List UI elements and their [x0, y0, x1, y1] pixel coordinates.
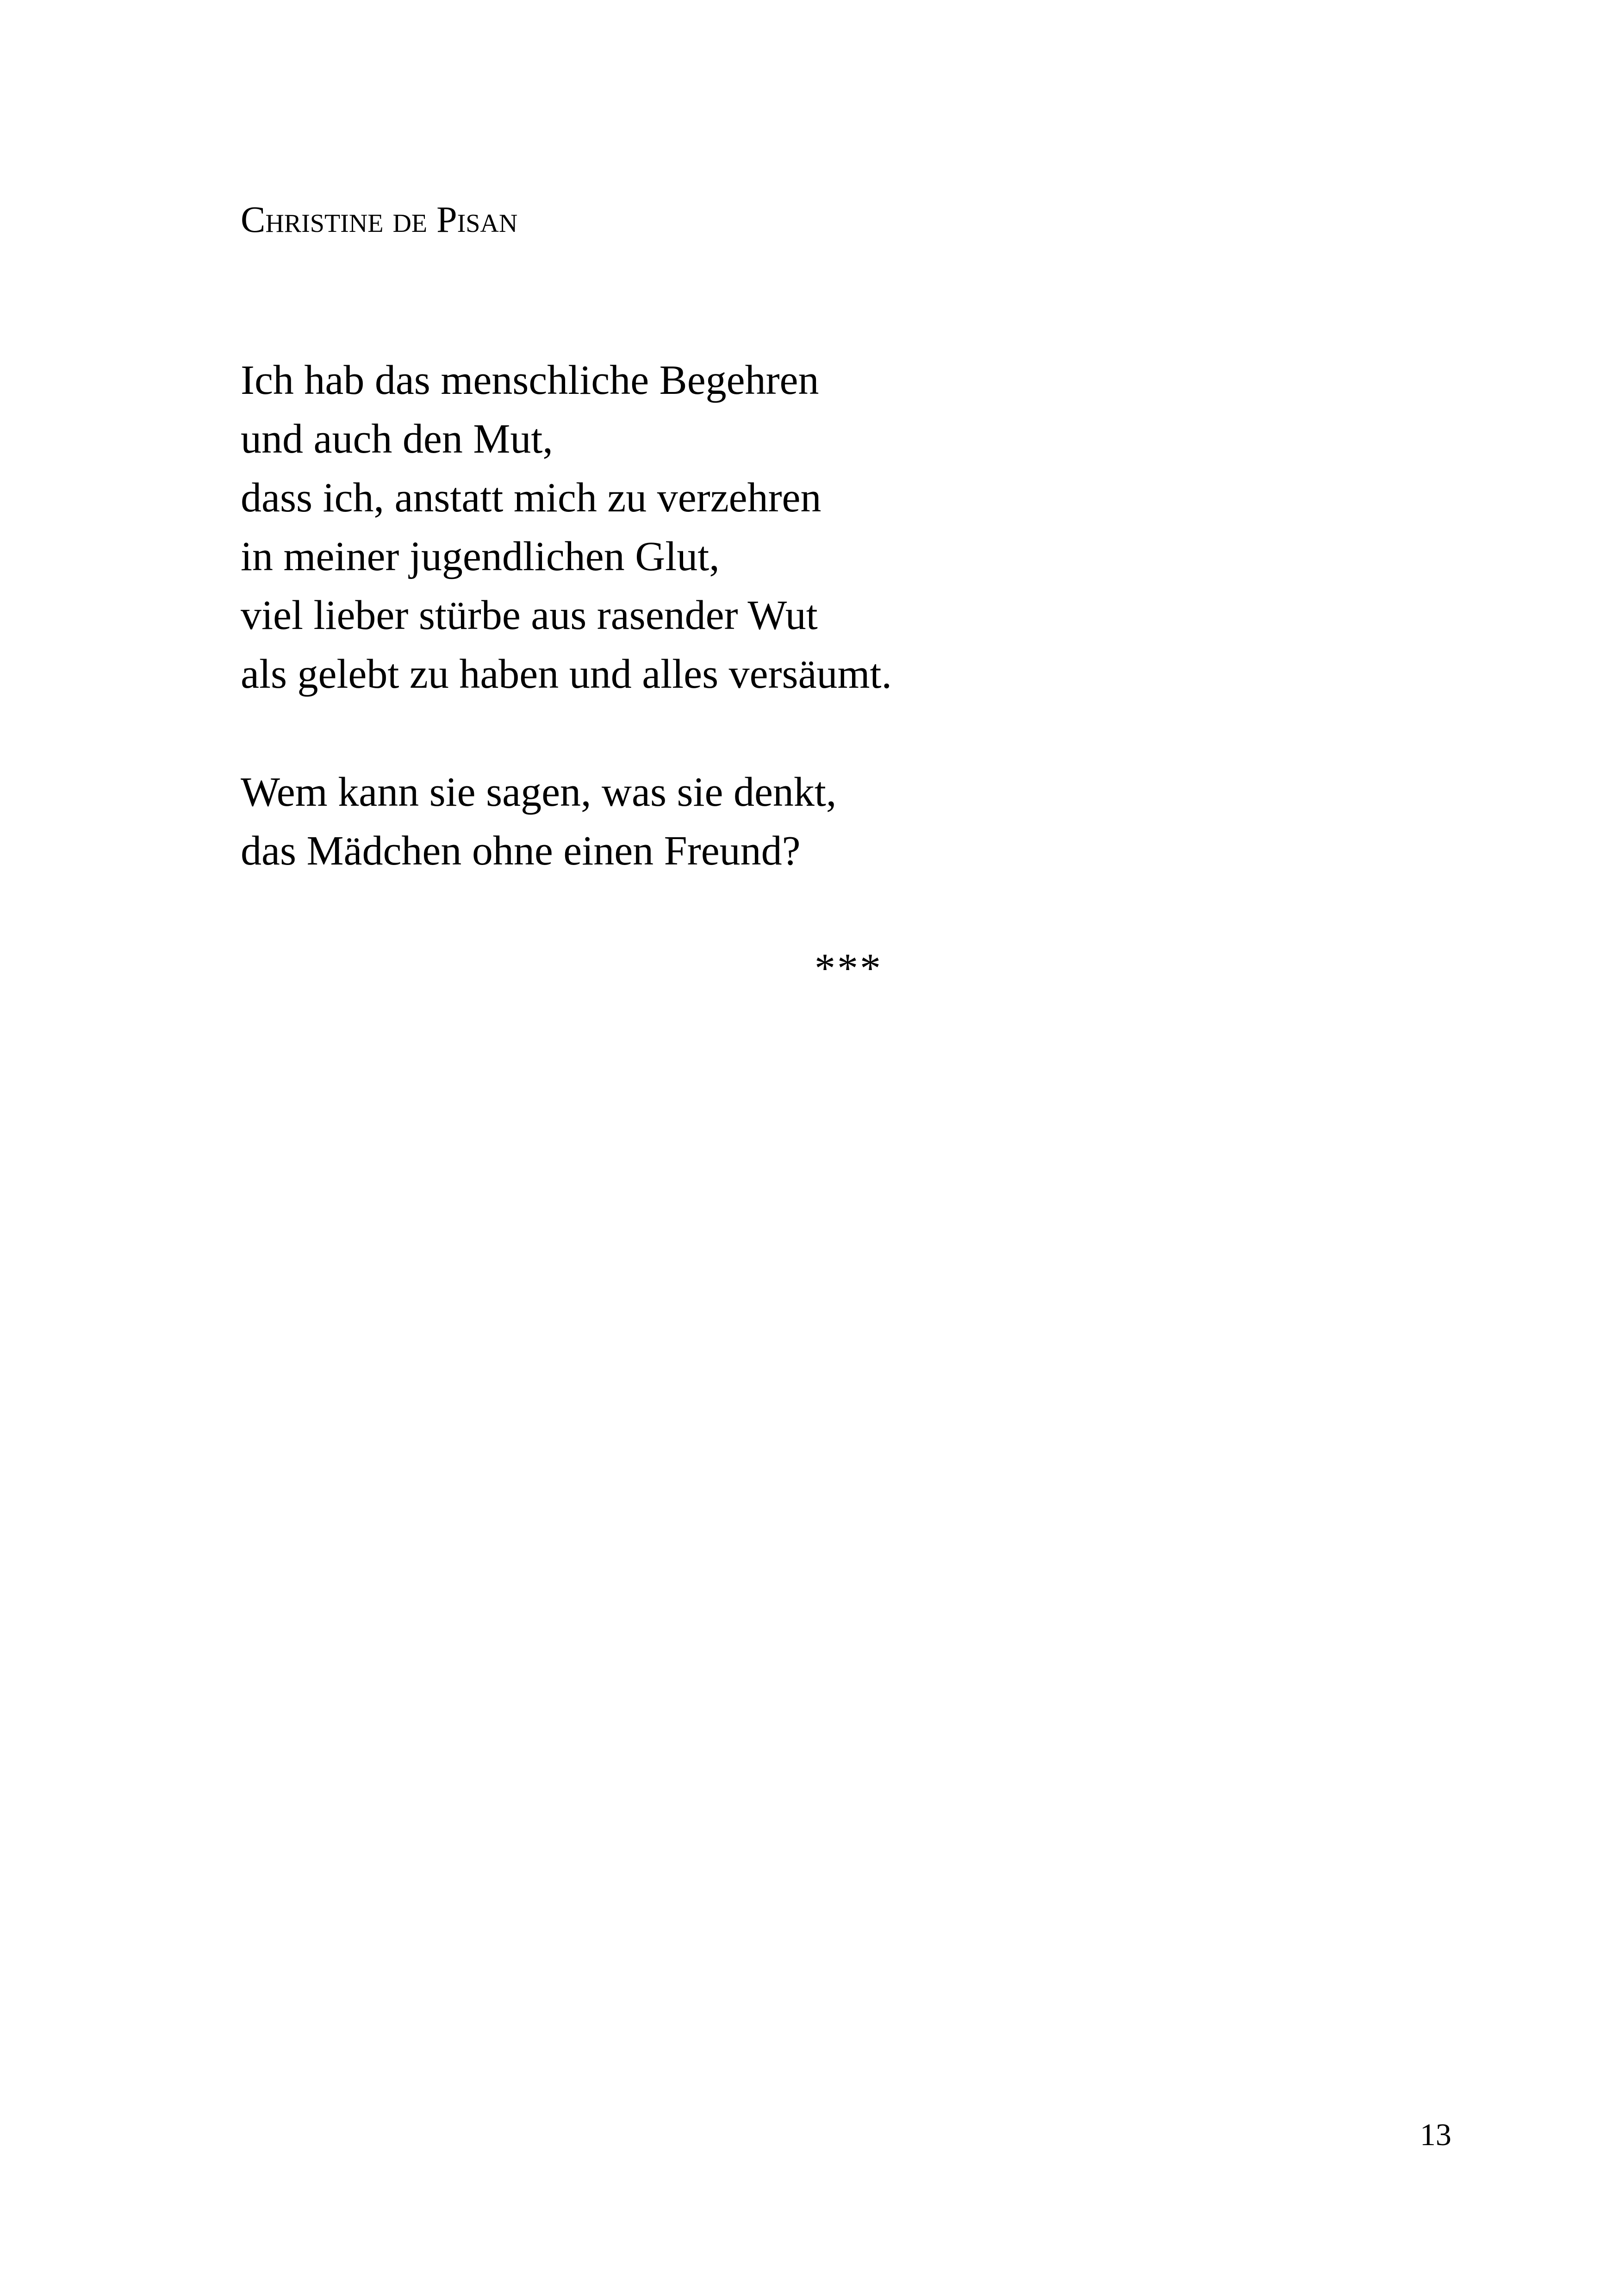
section-divider: *** — [815, 946, 883, 991]
page-number: 13 — [1420, 2117, 1451, 2152]
poem-line: und auch den Mut, — [241, 416, 553, 462]
poem-line: Ich hab das menschliche Begehren — [241, 357, 819, 403]
poem-line: als gelebt zu haben und alles versäumt. — [241, 651, 892, 697]
author-heading: Christine de Pisan — [241, 199, 518, 240]
poem-stanza-1 — [241, 351, 892, 703]
poem-line: viel lieber stürbe aus rasender Wut — [241, 592, 818, 638]
poem-stanza-2 — [241, 763, 836, 880]
poem-line: Wem kann sie sagen, was sie denkt, — [241, 769, 837, 815]
poem-line: das Mädchen ohne einen Freund? — [241, 828, 801, 874]
poem-line: dass ich, anstatt mich zu verzehren — [241, 475, 821, 521]
poem-line: in meiner jugendlichen Glut, — [241, 534, 720, 579]
